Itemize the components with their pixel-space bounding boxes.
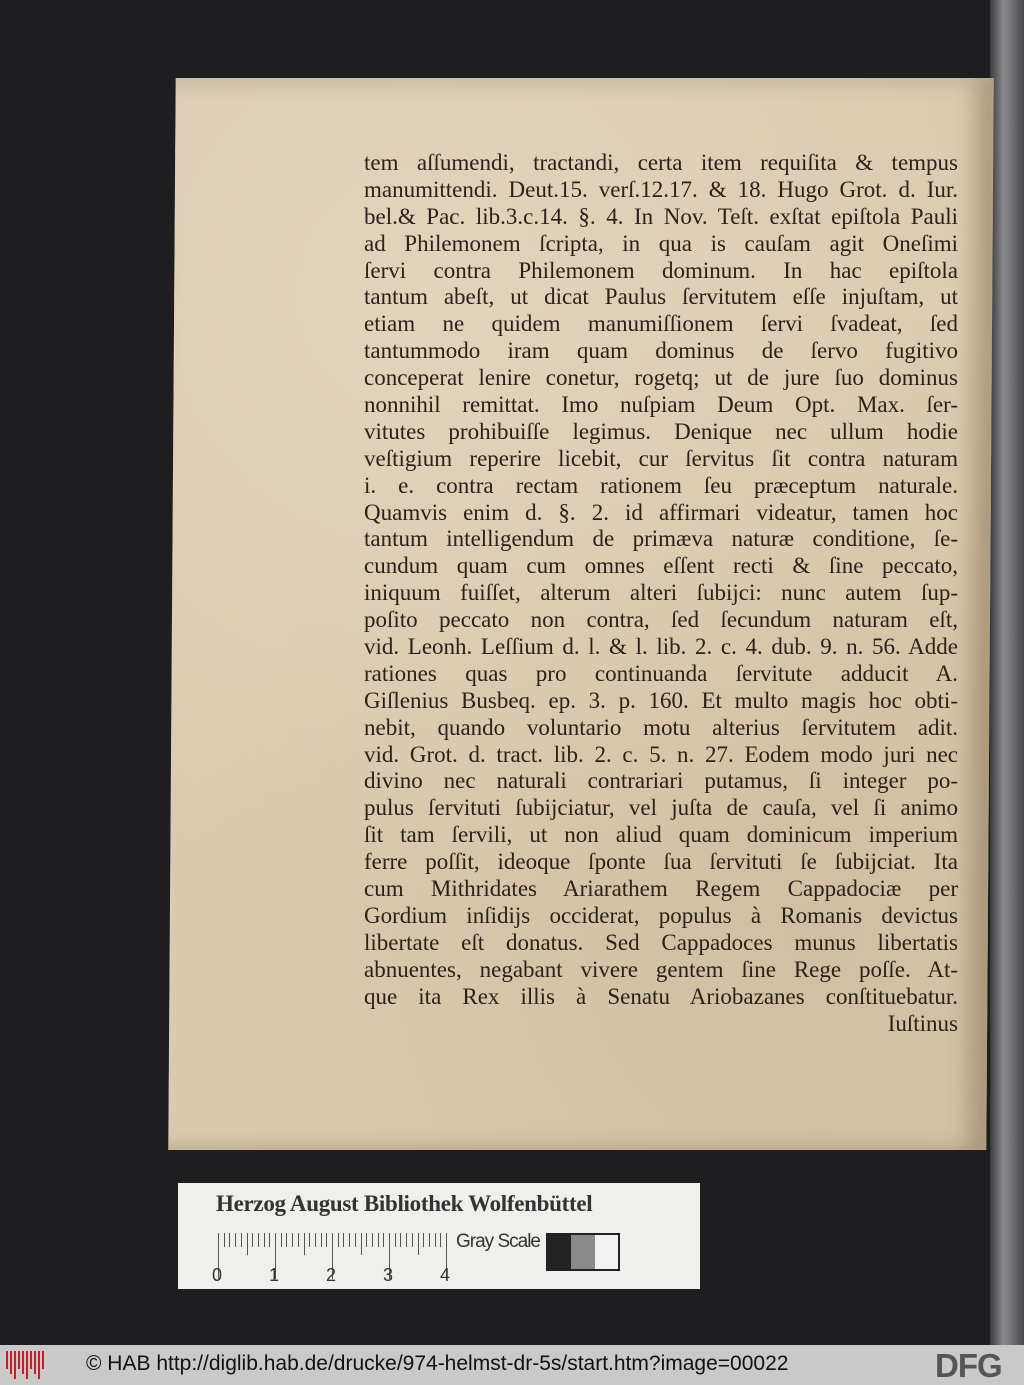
text-line: ſervi contra Philemonem dominum. In hac epiſtola [364,257,958,283]
gray-swatch [548,1235,571,1269]
ruler-tick [304,1233,305,1255]
ruler-tick [361,1233,362,1255]
ruler-tick [269,1233,270,1247]
ruler-tick [292,1233,293,1247]
ruler-tick [286,1233,287,1247]
logo-bar [18,1351,20,1369]
text-line: bel.& Pac. lib.3.c.14. §. 4. In Nov. Teſt. exſtat epiſtola Pauli [364,203,958,229]
text-line: ferre poſſit, ideoque ſponte ſua ſervituti ſe ſubijciat. Ita [364,849,958,875]
library-color-card [178,1183,700,1289]
ruler-tick [378,1233,379,1247]
text-line: nebit, quando voluntario motu alterius ſervitutem adit. [364,714,958,740]
ruler-tick [400,1233,401,1247]
gray-scale-label: Gray Scale [456,1231,540,1252]
footer-bar [0,1345,1024,1385]
ruler-tick [343,1233,344,1247]
ruler-tick [423,1233,424,1247]
logo-bar [10,1351,12,1374]
ruler-tick [247,1233,248,1255]
gray-swatch [571,1235,594,1269]
text-line: ſit tam ſervili, ut non aliud quam dominicum imperium [364,822,958,848]
text-line: divino nec naturali contrariari putamus, ſi integer po- [364,768,958,794]
ruler-number: 2 [326,1265,337,1285]
text-line: cundum quam cum omnes eſſent recti & ſine peccato, [364,553,958,579]
catchword: Iuſtinus [887,1010,958,1036]
ruler-tick [241,1233,242,1247]
ruler-tick [355,1233,356,1247]
logo-bar [34,1351,36,1374]
text-line: cum Mithridates Ariarathem Regem Cappadociæ per [364,876,958,902]
ruler-tick [298,1233,299,1247]
text-line: iniquum fuiſſet, alterum alteri ſubijci: nunc autem ſup- [364,580,958,606]
text-line: manumittendi. Deut.15. verſ.12.17. & 18. Hugo Grot. d. Iur. [364,176,958,202]
ruler-tick [349,1233,350,1247]
ruler-tick [418,1233,419,1255]
logo-bar [38,1351,40,1379]
text-line: pulus ſervituti ſubijciatur, vel juſta de cauſa, vel ſi animo [364,795,958,821]
ruler-tick [235,1233,236,1247]
ruler-tick [321,1233,322,1247]
logo-bar [42,1351,44,1369]
text-line: Gordium inſidijs occiderat, populus à Romanis devictus [364,902,958,928]
text-line: abnuentes, negabant vivere gentem ſine Rege poſſe. At- [364,956,958,982]
text-line: vid. Leonh. Leſſium d. l. & l. lib. 2. c. 4. dub. 9. n. 56. Adde [364,634,958,660]
ruler-tick [281,1233,282,1247]
hab-logo-icon [6,1351,46,1379]
logo-bar [14,1351,16,1379]
gray-swatch [595,1235,618,1269]
ruler-tick [264,1233,265,1247]
text-line: i. e. contra rectam rationem ſeu præceptum naturale. [364,472,958,498]
text-line: poſito peccato non contra, ſed ſecundum naturam eſt, [364,607,958,633]
ruler-tick [412,1233,413,1247]
text-line: veſtigium reperire licebit, cur ſervitus ſit contra naturam [364,445,958,471]
text-line: libertate eſt donatus. Sed Cappadoces munus libertatis [364,929,958,955]
ruler-number: 3 [383,1265,394,1285]
ruler-tick [309,1233,310,1247]
ruler-tick [366,1233,367,1247]
ruler-tick [395,1233,396,1247]
ruler-scale [218,1233,448,1263]
ruler-tick [258,1233,259,1247]
text-line: vitutes prohibuiſſe legimus. Denique nec ullum hodie [364,418,958,444]
text-line: nonnihil remittat. Imo nuſpiam Deum Opt. Max. ſer- [364,392,958,418]
ruler-number: 0 [212,1265,223,1285]
text-line: tantummodo iram quam dominus de ſervo fugitivo [364,338,958,364]
text-line: tem aſſumendi, tractandi, certa item requiſita & tempus [364,150,958,175]
ruler-tick [224,1233,225,1247]
logo-bar [26,1351,28,1379]
scanner-background-edge [990,0,1024,1345]
text-line: ad Philemonem ſcripta, in qua is cauſam agit Oneſimi [364,230,958,256]
text-line: Quamvis enim d. §. 2. id affirmari videatur, tamen hoc [364,499,958,525]
ruler-tick [338,1233,339,1247]
text-line: tantum abeſt, ut dicat Paulus ſervitutem eſſe injuſtam, ut [364,284,958,310]
ruler-tick [440,1233,441,1247]
text-line: vid. Grot. d. tract. lib. 2. c. 5. n. 27. Eodem modo juri nec [364,741,958,767]
logo-bar [6,1351,8,1369]
text-line: que ita Rex illis à Senatu Ariobazanes conſtituebatur. [364,983,958,1009]
text-line: rationes quas pro continuanda ſervitute adducit A. [364,660,958,686]
copyright-url: © HAB http://diglib.hab.de/drucke/974-helmst-dr-5s/start.htm?image=00022 [86,1352,789,1375]
ruler-number: 4 [440,1265,451,1285]
text-line: conceperat lenire conetur, rogetq; ut de jure ſuo dominus [364,365,958,391]
ruler-tick [252,1233,253,1247]
logo-bar [30,1351,32,1369]
ruler-tick [383,1233,384,1247]
text-line: tantum intelligendum de primæva naturæ conditione, ſe- [364,526,958,552]
ruler-tick [429,1233,430,1247]
ruler-number: 1 [269,1265,280,1285]
logo-bar [22,1351,24,1374]
text-line: Giſlenius Busbeq. ep. 3. p. 160. Et multo magis hoc obti- [364,687,958,713]
text-line: etiam ne quidem manumiſſionem ſervi ſvadeat, ſed [364,311,958,337]
dfg-logo: DFG [935,1347,1002,1384]
library-name: Herzog August Bibliothek Wolfenbüttel [216,1191,593,1216]
ruler-tick [229,1233,230,1247]
page-text [364,150,958,1037]
gray-scale-swatches [546,1233,620,1271]
ruler-tick [326,1233,327,1247]
ruler-tick [372,1233,373,1247]
ruler-tick [406,1233,407,1247]
ruler-tick [315,1233,316,1247]
ruler-tick [435,1233,436,1247]
